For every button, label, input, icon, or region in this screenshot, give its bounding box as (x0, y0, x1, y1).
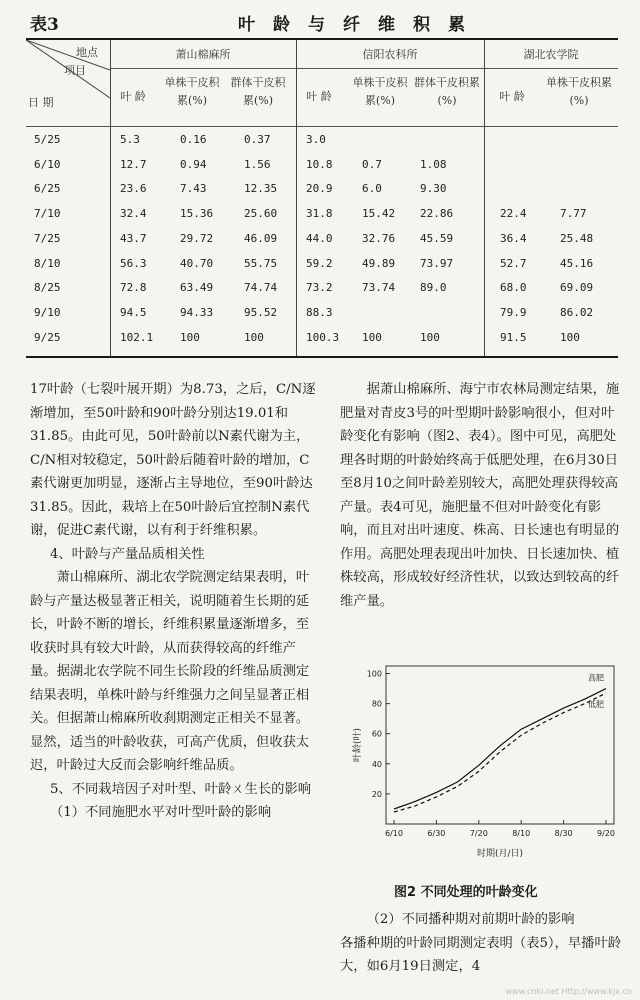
table-cell-hb-leaf: 91.5 (500, 330, 527, 344)
corner-item: 项目 (64, 64, 86, 77)
table-cell-xs-leaf: 43.7 (120, 231, 147, 245)
table-cell-hb-leaf: 22.4 (500, 207, 527, 221)
table-cell-xs-group: 1.56 (244, 157, 271, 171)
table-bottom-rule (26, 356, 618, 358)
figure-2-chart (346, 656, 622, 872)
table-cell-xs-single: 0.16 (180, 133, 207, 146)
right-column-bottom (340, 908, 622, 979)
table-cell-xy-leaf: 20.9 (306, 182, 333, 196)
table-cell-xs-leaf: 72.8 (120, 281, 147, 295)
sub-xs-group: 群体干皮积累(%) (230, 76, 286, 107)
right-paragraph-3: 各播种期的叶龄同期测定表明（表5），早播叶龄大，如6月19日测定，4 (340, 935, 622, 974)
table-cell-xs-leaf: 23.6 (120, 182, 147, 196)
right-paragraph-1: 据萧山棉麻所、海宁市农林局测定结果，施肥量对青皮3号的叶型期叶龄影响很小，但对叶龄变化有影响（图2、表4）。图中可见，高肥处理各时期的叶龄始终高于低肥处理，在6月30日至8月10之间叶龄差别较大，高肥处理获得较高产量。表4可见，施肥量不但对叶龄变化有影响，而且对出叶速度、株高、日长速也有明显的作用。高肥处理表现出叶加快、日长速加快、植株较高，形成较好经济性状，以致达到较高的纤维产量。 (340, 382, 620, 609)
table-cell-xs-leaf: 56.3 (120, 256, 147, 270)
table-cell-xs-group: 0.37 (244, 133, 271, 146)
table-cell-hb-leaf: 79.9 (500, 305, 527, 319)
table-cell-xy-single: 100 (362, 330, 382, 344)
table-cell-xy-leaf: 73.2 (306, 281, 333, 295)
series-line-high (394, 689, 606, 809)
left-column (30, 378, 320, 825)
table-top-rule (26, 38, 618, 40)
plot-frame (386, 666, 614, 824)
table-cell-hb-leaf: 52.7 (500, 256, 527, 270)
table-cell-xy-group: 100 (420, 330, 440, 344)
series-line-low (394, 693, 606, 812)
sub-xy-single: 单株干皮积累(%) (352, 76, 408, 107)
corner-site: 地点 (76, 46, 98, 59)
figure-caption: 图2 不同处理的叶龄变化 (394, 885, 538, 900)
table-cell-xy-leaf: 10.8 (306, 157, 333, 171)
table-cell-xs-single: 0.94 (180, 157, 207, 171)
table-label: 表3 (30, 15, 59, 35)
table-cell-xy-single: 32.76 (362, 231, 396, 245)
table-cell-xs-single: 40.70 (180, 256, 214, 270)
sub-xy-group: 群体干皮积累(%) (414, 76, 480, 107)
legend-low: 低肥 (588, 700, 604, 710)
table-cell-xy-group: 89.0 (420, 281, 447, 295)
section-4-heading: 4、叶龄与产量品质相关性 (49, 546, 205, 562)
table-cell-xy-group: 22.86 (420, 207, 454, 221)
table-cell-xy-single: 49.89 (362, 256, 396, 270)
table-cell-date: 9/25 (34, 330, 61, 344)
table-cell-xs-single: 29.72 (180, 231, 214, 245)
corner-date: 日 期 (28, 96, 54, 109)
table-cell-hb-single: 25.48 (560, 231, 594, 245)
right-paragraph-2: （2）不同播种期对前期叶龄的影响 (366, 912, 575, 927)
site-hubei: 湖北农学院 (523, 48, 579, 61)
table-cell-xy-leaf: 3.0 (306, 133, 326, 146)
site-xinyang: 信阳农科所 (362, 48, 418, 61)
table-cell-xy-single: 15.42 (362, 207, 396, 221)
table-cell-xs-leaf: 94.5 (120, 305, 147, 319)
table-cell-xy-group: 1.08 (420, 157, 447, 171)
y-tick-label: 80 (371, 699, 382, 709)
table-cell-hb-single: 100 (560, 330, 580, 344)
table-cell-hb-single: 45.16 (560, 256, 594, 270)
table-cell-xs-group: 95.52 (244, 305, 278, 319)
x-tick-label: 8/10 (512, 829, 531, 838)
x-tick-label: 8/30 (554, 829, 573, 838)
table-cell-date: 5/25 (34, 133, 61, 146)
left-paragraph-1: 17叶龄（七裂叶展开期）为8.73，之后，C/N逐渐增加，至50叶龄和90叶龄分别达19.01和31.85。由此可见，50叶龄前以N素代谢为主，C/N相对较稳定，50叶龄后随着叶龄的增加，C素代谢更加明显，逐渐占主导地位，至90叶龄达31.85。因此，栽培上在50叶龄后宜控制N素代谢，促进C素代谢，以有利于纤维积累。 (30, 382, 316, 538)
table-cell-date: 9/10 (34, 305, 61, 319)
table-cell-hb-leaf: 68.0 (500, 281, 527, 295)
site-xiaoshan: 萧山棉麻所 (175, 48, 231, 61)
table-cell-hb-single: 69.09 (560, 281, 594, 295)
y-axis-label: 叶龄(叶) (353, 727, 363, 763)
table-cell-xs-single: 63.49 (180, 281, 214, 295)
vline-1 (110, 40, 111, 356)
x-axis-label: 时期(月/日) (476, 849, 524, 859)
table-cell-xs-group: 25.60 (244, 207, 278, 221)
x-tick-label: 6/30 (427, 829, 446, 838)
x-tick-label: 6/10 (385, 829, 403, 838)
table-cell-xy-leaf: 44.0 (306, 231, 333, 245)
table-cell-xs-group: 55.75 (244, 256, 278, 270)
table-cell-xy-leaf: 88.3 (306, 305, 333, 319)
table-cell-xy-leaf: 100.3 (306, 330, 340, 344)
table-cell-xs-single: 15.36 (180, 207, 214, 221)
header-bottom-rule (26, 126, 618, 127)
table-cell-xy-leaf: 59.2 (306, 256, 333, 270)
y-tick-label: 100 (366, 669, 382, 679)
table-cell-xy-group: 9.30 (420, 182, 447, 196)
table-cell-xy-single: 0.7 (362, 157, 382, 171)
y-tick-label: 40 (371, 759, 382, 769)
table-cell-xy-group: 73.97 (420, 256, 454, 270)
y-tick-label: 60 (371, 729, 382, 739)
table-cell-xy-leaf: 31.8 (306, 207, 333, 221)
section-5-heading: 5、不同栽培因子对叶型、叶龄ㄨ生长的影响 (49, 781, 312, 797)
table-cell-xs-group: 100 (244, 330, 264, 344)
sub-hb-leaf: 叶 龄 (499, 90, 525, 103)
table-cell-hb-single: 86.02 (560, 305, 594, 319)
vline-2 (296, 40, 297, 356)
table-title: 叶龄与纤维积累 (238, 15, 483, 35)
table-cell-xy-group: 45.59 (420, 231, 454, 245)
table-cell-xs-group: 74.74 (244, 281, 278, 295)
x-tick-label: 9/20 (597, 829, 615, 838)
sub-xs-single: 单株干皮积累(%) (164, 76, 220, 107)
table-cell-date: 6/25 (34, 182, 61, 196)
table-cell-xs-leaf: 5.3 (120, 133, 140, 146)
table-cell-date: 8/25 (34, 281, 61, 295)
table-cell-xs-single: 94.33 (180, 305, 214, 319)
sub-hb-single: 单株干皮积累(%) (546, 76, 612, 107)
table-cell-date: 8/10 (34, 256, 61, 270)
y-tick-label: 20 (371, 789, 382, 799)
table-cell-xy-single: 73.74 (362, 281, 396, 295)
site-row-rule (110, 68, 618, 69)
table-cell-xy-single: 6.0 (362, 182, 382, 196)
left-paragraph-2: 萧山棉麻所、湖北农学院测定结果表明，叶龄与产量达极显著正相关，说明随着生长期的延长，叶龄不断的增长，纤维积累量逐渐增多，至收获时具有较大叶龄，从而获得较高的纤维产量。据湖北农学院不同生长阶段的纤维品质测定结果表明，单株叶龄与纤维强力之间呈显著正相关。但据萧山棉麻所收刹期测定正相关不显著。显然，适当的叶龄收获，可高产优质，但收获太迟，叶龄过大反而会影响纤维品质。 (30, 570, 310, 773)
right-column (340, 378, 622, 613)
table-cell-xs-leaf: 32.4 (120, 207, 147, 221)
table-cell-xs-group: 46.09 (244, 231, 278, 245)
sub-xs-leaf: 叶 龄 (120, 90, 146, 103)
table-cell-date: 6/10 (34, 157, 61, 171)
table-cell-date: 7/25 (34, 231, 61, 245)
table-cell-xs-group: 12.35 (244, 182, 278, 196)
table-cell-hb-leaf: 36.4 (500, 231, 527, 245)
legend-high: 高肥 (588, 673, 604, 683)
x-tick-label: 7/20 (469, 829, 488, 838)
table-cell-xs-leaf: 12.7 (120, 157, 147, 171)
table-cell-xs-single: 7.43 (180, 182, 207, 196)
sub-xy-leaf: 叶 龄 (306, 90, 332, 103)
vline-3 (484, 40, 485, 356)
table-cell-hb-single: 7.77 (560, 207, 587, 221)
table-cell-date: 7/10 (34, 207, 61, 221)
table-cell-xs-single: 100 (180, 330, 200, 344)
section-5-1-heading: （1）不同施肥水平对叶型叶龄的影响 (49, 805, 272, 820)
watermark: www.cnki.net Http://www.kjx.cn (505, 987, 632, 996)
table-cell-xs-leaf: 102.1 (120, 330, 154, 344)
